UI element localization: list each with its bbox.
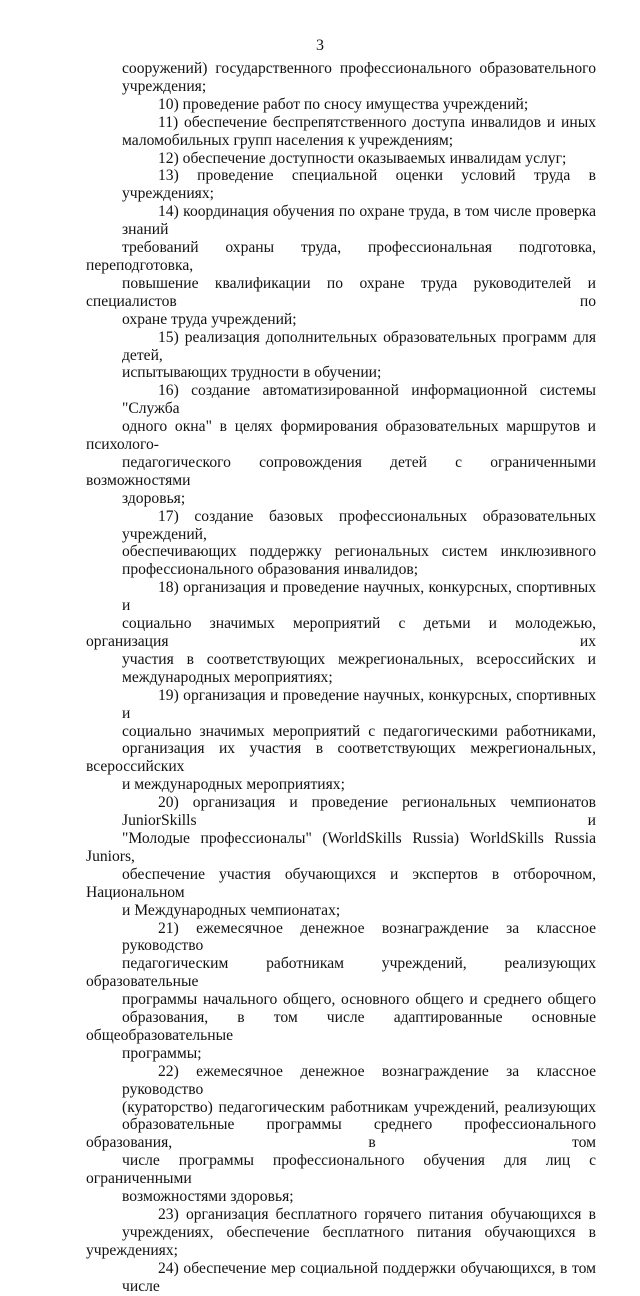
text-line: организация их участия в соответствующих межрегиональных, всероссийских: [86, 740, 596, 776]
text-line: образования, в том числе адаптированные основные общеобразовательные: [86, 1009, 596, 1044]
text-line: 19) организация и проведение научных, конкурсных, спортивных и: [122, 686, 596, 722]
text-line: сооружений) государственного профессионального образовательного: [122, 60, 596, 77]
text-line: 23) организация бесплатного горячего питания обучающихся в: [158, 1206, 596, 1223]
text-line: возможностями здоровья;: [122, 1188, 294, 1206]
text-line: учреждения;: [122, 77, 207, 95]
text-line: 10) проведение работ по сносу имущества учреждений;: [158, 95, 529, 113]
text-line: 18) организация и проведение научных, конкурсных, спортивных и: [122, 579, 596, 615]
document-paragraph: [86, 508, 596, 580]
document-paragraph: [86, 96, 596, 114]
document-paragraph: [86, 1063, 596, 1206]
document-paragraph: [86, 1260, 596, 1296]
text-line: одного окна" в целях формирования образовательных маршрутов и психолого-: [86, 418, 596, 454]
document-paragraph: [86, 150, 596, 168]
text-line: социально значимых мероприятий с педагогическими работниками,: [122, 722, 596, 740]
document-paragraph: [86, 382, 596, 507]
text-line: 16) создание автоматизированной информационной системы "Служба: [122, 382, 596, 418]
text-line: 11) обеспечение беспрепятственного доступа инвалидов и иных: [158, 113, 596, 131]
document-paragraph: [86, 687, 596, 794]
text-line: педагогическим работникам учреждений, реализующих образовательные: [86, 955, 596, 991]
document-paragraph: [86, 920, 596, 1063]
text-line: международных мероприятиях;: [122, 668, 333, 686]
document-paragraph: [86, 60, 596, 96]
document-paragraph: [86, 203, 596, 328]
text-line: здоровья;: [122, 489, 186, 507]
text-line: педагогического сопровождения детей с ограниченными возможностями: [86, 453, 596, 489]
text-line: 21) ежемесячное денежное вознаграждение за классное руководство: [122, 919, 596, 955]
text-line: маломобильных групп населения к учреждениям;: [122, 131, 454, 149]
document-paragraph: [86, 167, 596, 203]
text-line: числе программы профессионального обучения для лиц с ограниченными: [86, 1152, 596, 1188]
text-line: 20) организация и проведение региональных чемпионатов JuniorSkills и: [122, 794, 596, 830]
text-line: и Международных чемпионатах;: [122, 901, 341, 919]
text-line: и международных мероприятиях;: [122, 776, 345, 794]
document-body: [86, 60, 596, 1296]
text-line: 24) обеспечение мер социальной поддержки обучающихся, в том числе: [122, 1259, 596, 1295]
text-line: охране труда учреждений;: [122, 310, 297, 328]
text-line: "Молодые профессионалы" (WorldSkills Russia) WorldSkills Russia Juniors,: [86, 829, 596, 865]
document-paragraph: [86, 329, 596, 383]
document-paragraph: [86, 579, 596, 686]
text-line: 12) обеспечение доступности оказываемых инвалидам услуг;: [158, 149, 567, 167]
text-line: 15) реализация дополнительных образовательных программ для детей,: [122, 328, 596, 364]
text-line: учреждениях, обеспечение бесплатного питания обучающихся в учреждениях;: [86, 1223, 596, 1259]
text-line: 13) проведение специальной оценки условий труда в учреждениях;: [122, 167, 596, 203]
text-line: требований охраны труда, профессиональная подготовка, переподготовка,: [86, 239, 596, 274]
document-paragraph: [86, 1206, 596, 1260]
text-line: социально значимых мероприятий с детьми и молодежью, организация их: [86, 615, 596, 650]
text-line: обеспечение участия обучающихся и экспертов в отборочном, Национальном: [86, 865, 596, 901]
text-line: профессионального образования инвалидов;: [122, 561, 419, 579]
document-paragraph: [86, 114, 596, 150]
document-paragraph: [86, 794, 596, 919]
text-line: образовательные программы среднего профессионального образования, в том: [86, 1116, 596, 1152]
text-line: 22) ежемесячное денежное вознаграждение за классное руководство: [122, 1062, 596, 1098]
text-line: программы;: [122, 1044, 202, 1062]
text-line: обеспечивающих поддержку региональных систем инклюзивного: [122, 543, 596, 561]
text-line: 17) создание базовых профессиональных образовательных учреждений,: [122, 507, 596, 543]
text-line: повышение квалификации по охране труда руководителей и специалистов по: [86, 274, 596, 310]
text-line: программы начального общего, основного общего и среднего общего: [122, 991, 596, 1009]
page-number: 3: [316, 37, 324, 54]
text-line: испытывающих трудности в обучении;: [122, 364, 382, 382]
text-line: (кураторство) педагогическим работникам учреждений, реализующих: [122, 1098, 596, 1116]
text-line: участия в соответствующих межрегиональных, всероссийских и: [122, 650, 596, 668]
text-line: 14) координация обучения по охране труда, в том числе проверка знаний: [122, 203, 596, 239]
